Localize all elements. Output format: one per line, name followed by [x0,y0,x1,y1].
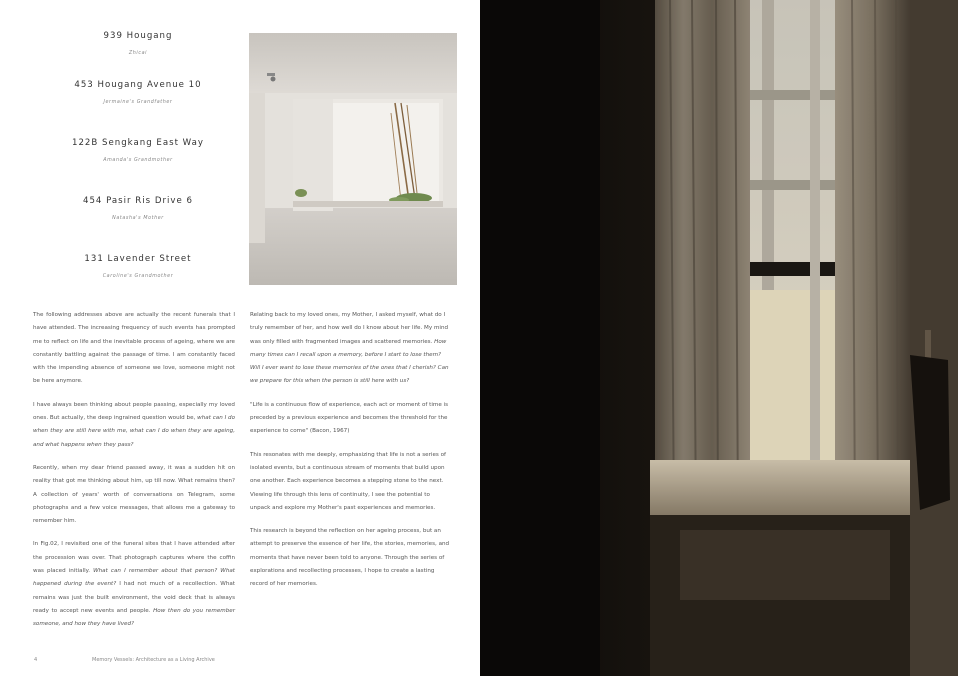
text-column-right [250,309,452,602]
address-subtitle: Amanda's Grandmother [103,158,173,163]
paragraph-text: In Fig.02, I revisited one of the funeral sites that I have attended after the procession was over. That photograph captures where the coffin was placed initially. [33,541,235,575]
address-subtitle: Natasha's Mother [112,216,164,221]
address-block [30,31,246,56]
paragraph-emphasis: what can I do when they are still here with me, what can I do when they are ageing, and what happens when they pass? [33,415,236,448]
paragraph-emphasis: How then do you remember someone, and how they have lived? [33,607,236,628]
paragraph: This resonates with me deeply, emphasizing that life is not a series of isolated events, but a continuous stream of moments that build upon one another. Each experience becomes a stepping stone to the next. Viewing life through this lens of continuity, I see the potential to unpack and explore my Mother's past experiences and memories. [250,451,446,511]
paragraph [250,309,452,389]
paragraph [33,399,235,452]
paragraph-emphasis: What can I remember about that person? What happened during the event? [33,568,235,588]
address-title: 131 Lavender Street [84,254,192,264]
text-column-left [33,309,235,642]
paragraph [33,538,235,631]
address-title: 939 Hougang [103,31,173,41]
paragraph-emphasis: How many times can I recall upon a memory, before I start to lose them? Will I ever want to lose these memories of the ones that I cherish? Can we prepare for this when the person is still here with us? [250,338,449,385]
paragraph-text: I had not much of a recollection. What remains was just the built environment, the void deck that is always ready to accept new events and people. [33,581,235,614]
page-number: 4 [34,657,38,663]
address-subtitle: Caroline's Grandmother [102,274,174,279]
address-block [30,254,246,279]
address-title: 122B Sengkang East Way [72,138,204,148]
paragraph-text: Relating back to my loved ones, my Mother, I asked myself, what do I truly remember of her, and how well do I know about her life. My mind was only filled with fragmented images and scattered memories. [250,312,449,345]
address-subtitle: Zhicai [128,51,148,56]
quote-paragraph: "Life is a continuous flow of experience, each act or moment of time is preceded by a previous experience and becomes the threshold for the experience to come" (Bacon, 1967) [250,401,449,435]
paragraph-text: I have always been thinking about people passing, especially my loved ones. But actually, the deep ingrained question would be, [33,401,235,422]
book-title: Memory Vessels: Architecture as a Living Archive [92,657,215,663]
paragraph: This research is beyond the reflection on her ageing process, but an attempt to preserve the essence of her life, the stories, memories, and moments that have never been told to anyone. Through the series of explorations and recollecting processes, I hope to create a lasting record of her memories. [250,528,450,588]
paragraph: Recently, when my dear friend passed away, it was a sudden hit on reality that got me thinking about him, up till now. What remains then? A collection of years' worth of conversations on Telegram, some photographs and a few voice messages, that allows me a gateway to remember him. [33,464,235,525]
paragraph: The following addresses above are actually the recent funerals that I have attended. The increasing frequency of such events has prompted me to reflect on life and the inevitable process of ageing, where we are constantly battling against the passage of time. I am constantly faced with the impending absence of someone we love, someone might not be here anymore. [33,312,235,385]
address-block [30,138,246,163]
address-subtitle: Jermaine's Grandfather [103,100,173,105]
address-title: 454 Pasir Ris Drive 6 [82,196,193,206]
address-title: 453 Hougang Avenue 10 [74,80,202,90]
void-deck-photo [249,33,457,285]
address-block [30,196,246,221]
window-photo [480,0,958,676]
address-block [30,80,246,105]
